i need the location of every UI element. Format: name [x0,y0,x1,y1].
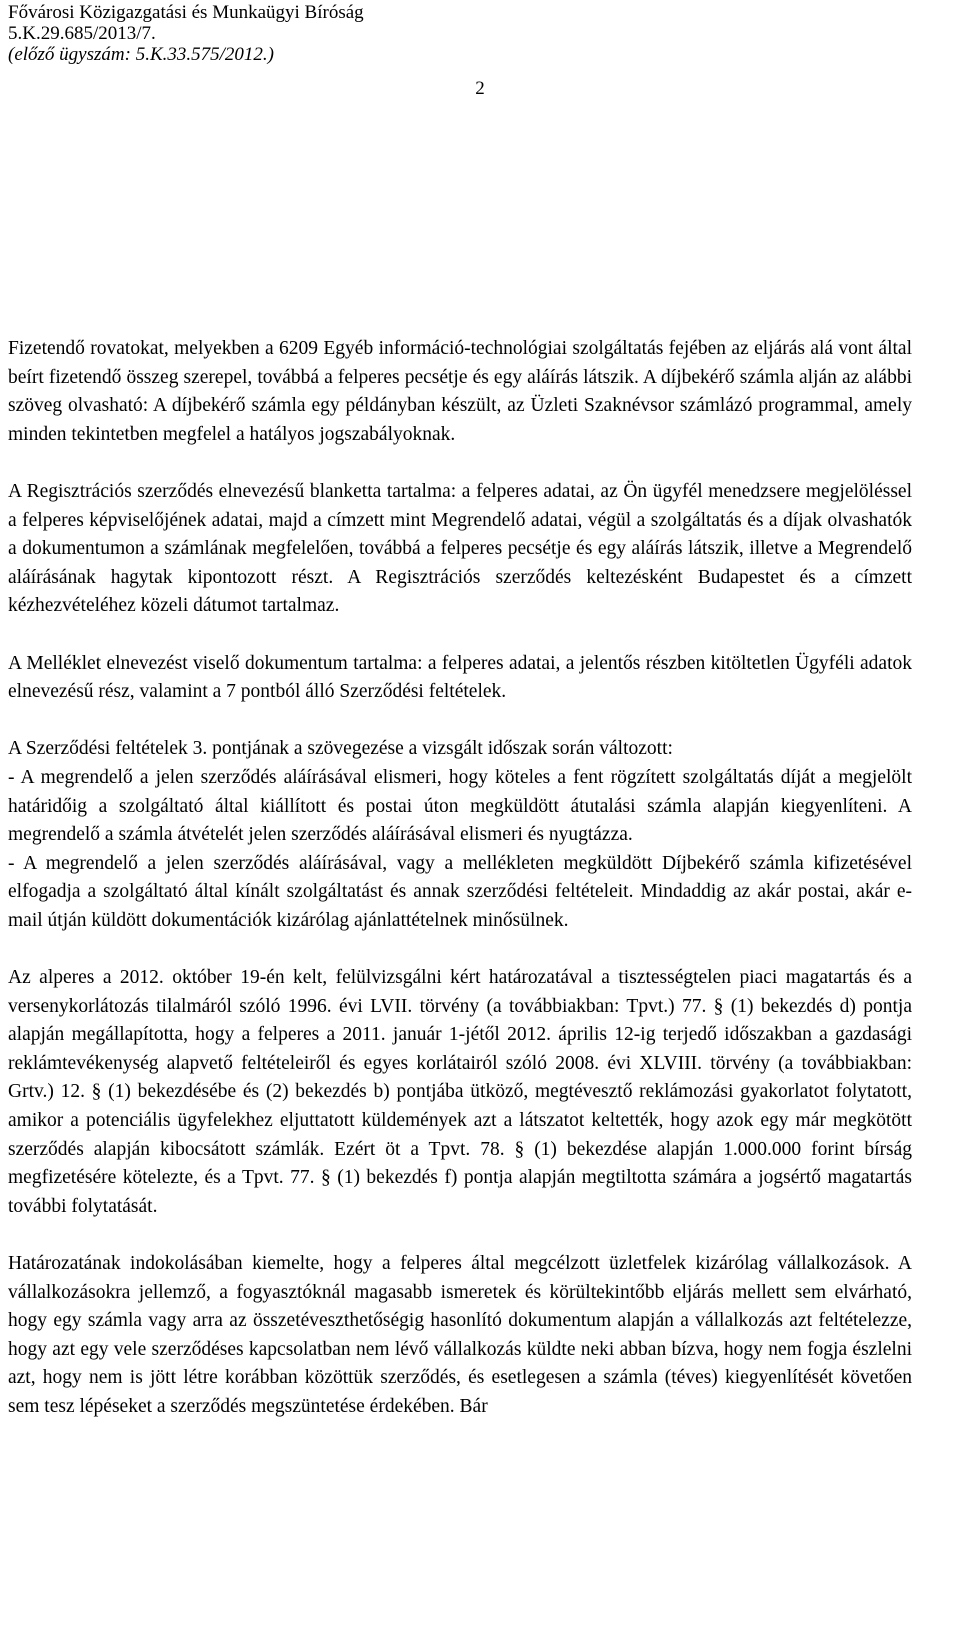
previous-case-number: (előző ügyszám: 5.K.33.575/2012.) [8,44,274,65]
paragraph-decision: Az alperes a 2012. október 19-én kelt, felülvizsgálni kért határozatával a tisztességtelen piaci magatartás és a versenykorlátozás tilalmáról szóló 1996. évi LVII. törvény (a továbbiakban: Tpvt.) 77. § (1) bekezdés d) pontja alapján megállapította, hogy a felperes a 2011. január 1-jétől 2012. április 12-ig terjedő időszakban a gazdasági reklámtevékenység alapvető feltételeiről és egyes korlátairól szóló 2008. évi XLVIII. törvény (a továbbiakban: Grtv.) 12. § (1) bekezdésébe és (2) bekezdés b) pontjába ütköző, megtévesztő reklámozási gyakorlatot folytatott, amikor a potenciális ügyfelekhez eljuttatott küldemények azt a látszatot keltették, hogy azok egy már megkötött szerződés alapján kibocsátott számlák. Ezért öt a Tpvt. 78. § (1) bekezdése alapján 1.000.000 forint bírság megfizetésére kötelezte, és a Tpvt. 77. § (1) bekezdés f) pontja alapján megtiltotta számára a jogsértő magatartás további folytatását. [8,967,912,1217]
document-body [8,335,912,1422]
paragraph-reasoning: Határozatának indokolásában kiemelte, hogy a felperes által megcélzott üzletfelek kizárólag vállalkozások. A vállalkozásokra jellemző, a fogyasztóknál magasabb ismeretek és körültekintőbb eljárás mellett sem elvárható, hogy egy számla vagy arra az összetéveszthetőségig hasonlító dokumentum alapján a vállalkozás azt feltételezze, hogy azt egy vele szerződéses kapcsolatban nem lévő vállalkozás küldte neki abban bízva, hogy nem fogja észlelni azt, hogy nem is jött létre korábban közöttük szerződés, és esetlegesen a számla (téves) kiegyenlítését követően sem tesz lépéseket a szerződés megszüntetése érdekében. Bár [8,1253,912,1417]
paragraph-invoice-description: Fizetendő rovatokat, melyekben a 6209 Egyéb információ-technológiai szolgáltatás fejében az eljárás alá vont által beírt fizetendő összeg szerepel, továbbá a felperes pecsétje és egy aláírás látszik. A díjbekérő számla alján az alábbi szöveg olvasható: A díjbekérő számla egy példányban készült, az Üzleti Szaknévsor számlázó programmal, amely minden tekintetben megfelel a hatályos jogszabályoknak. [8,338,912,445]
court-name: Fővárosi Közigazgatási és Munkaügyi Bíróság [8,2,364,23]
paragraph-registration-contract: A Regisztrációs szerződés elnevezésű blanketta tartalma: a felperes adatai, az Ön ügyfél menedzsere megjelöléssel a felperes képviselőjének adatai, majd a címzett mint Megrendelő adatai, végül a szolgáltatás és a díjak olvashatók a dokumentumon a számlának megfelelően, továbbá a felperes pecsétje és egy aláírás látszik, illetve a Megrendelő aláírásának hagytak kipontozott részt. A Regisztrációs szerződés keltezésként Budapestet és a címzett kézhezvételéhez közeli dátumot tartalmaz. [8,480,912,617]
paragraph-contract-terms-version-1: - A megrendelő a jelen szerződés aláírásával elismeri, hogy köteles a fent rögzített szolgáltatás díját a megjelölt határidőig a szolgáltató által kiállított és postai úton megküldött átutalási számla alapján kiegyenlíteni. A megrendelő a számla átvételét jelen szerződés aláírásával elismeri és nyugtázza. [8,766,912,846]
case-number: 5.K.29.685/2013/7. [8,23,156,44]
paragraph-contract-terms-version-2: - A megrendelő a jelen szerződés aláírásával, vagy a mellékleten megküldött Díjbekérő számla kifizetésével elfogadja a szolgáltató által kínált szolgáltatást és annak szerződési feltételeit. Mindaddig az akár postai, akár e-mail útján küldött dokumentációk kizárólag ajánlattételnek minősülnek. [8,852,912,931]
document-header [8,2,364,65]
paragraph-contract-terms-intro: A Szerződési feltételek 3. pontjának a szövegezése a vizsgált időszak során változott: [8,738,673,760]
page-number: 2 [475,78,485,99]
paragraph-annex: A Melléklet elnevezést viselő dokumentum tartalma: a felperes adatai, a jelentős részben kitöltetlen Ügyféli adatok elnevezésű rész, valamint a 7 pontból álló Szerződési feltételek. [8,652,912,703]
